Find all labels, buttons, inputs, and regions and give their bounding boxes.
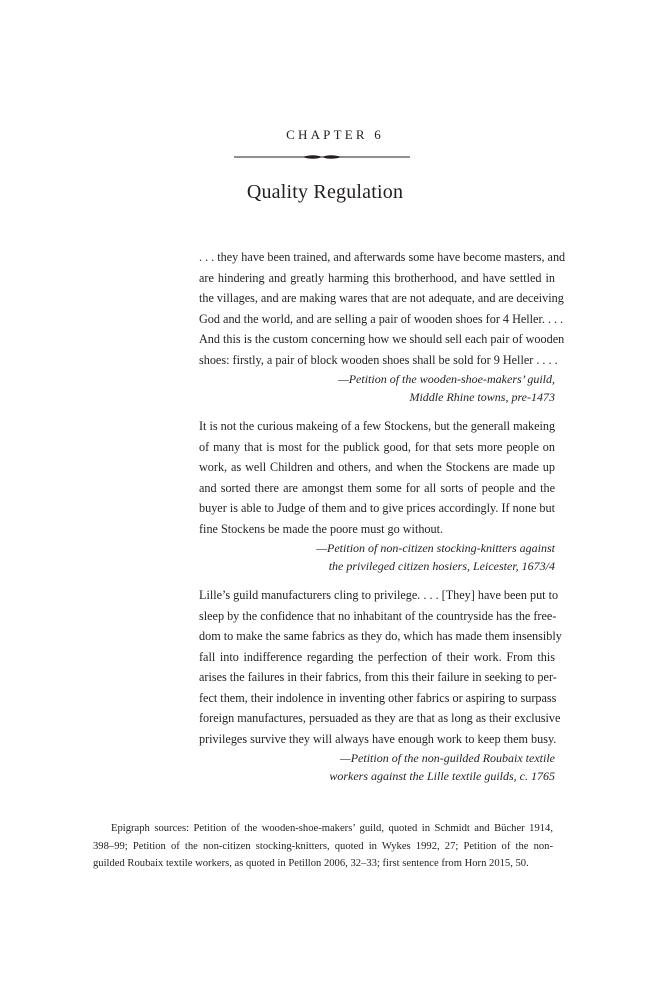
epigraph-line: of many that is most for the publick good, for that sets more people on [199, 439, 555, 454]
epigraph-line: fect them, their indolence in inventing other fabrics or aspiring to surpass [199, 690, 557, 705]
epigraph-line: God and the world, and are selling a pair of wooden shoes for 4 Heller. . . . [199, 311, 564, 326]
epigraph-line: fall into indifference regarding the perfection of their work. From this [199, 649, 555, 664]
epigraph-line: sleep by the confidence that no inhabitant of the countryside has the free- [199, 608, 557, 623]
epigraph-line: foreign manufactures, persuaded as they are that as long as their exclusive [199, 711, 561, 725]
epigraph-line: And this is the custom concerning how we should sell each pair of wooden [199, 332, 565, 346]
epigraph-attribution: Middle Rhine towns, pre-1473 [409, 390, 555, 404]
epigraph-stocking-knitters [199, 416, 555, 575]
epigraph-attribution: workers against the Lille textile guilds, c. 1765 [329, 769, 555, 783]
epigraph-line: are hindering and greatly harming this brotherhood, and have settled in [199, 270, 555, 285]
epigraph-line: . . . they have been trained, and afterwards some have become masters, and [199, 250, 566, 264]
epigraph-line: dom to make the same fabrics as they do, which has made them insensibly [199, 629, 562, 643]
epigraph-line: shoes: firstly, a pair of block wooden shoes shall be sold for 9 Heller . . . . [199, 352, 558, 367]
epigraph-line: the villages, and are making wares that are not adequate, and are deceiving [199, 291, 564, 305]
epigraph-line: buyer is able to Judge of them and to give prices accordingly. If none but [199, 501, 555, 515]
epigraph-line: fine Stockens be made the poore must go without. [199, 521, 444, 536]
epigraph-attribution: —Petition of the wooden-shoe-makers’ guild, [338, 372, 555, 386]
sources-line: guilded Roubaix textile workers, as quoted in Petillon 2006, 32–33; first sentence from Horn 2015, 50. [93, 858, 529, 869]
epigraph-sources-note [93, 820, 553, 873]
epigraph-attribution: —Petition of the non-guilded Roubaix textile [340, 751, 555, 765]
chapter-title: Quality Regulation [246, 181, 404, 203]
sources-line: Epigraph sources: Petition of the wooden-shoe-makers’ guild, quoted in Schmidt and Bücher 1914, [111, 823, 553, 834]
epigraph-line: and sorted there are amongst them some for all sorts of people and the [199, 480, 555, 495]
chapter-label: CHAPTER 6 [286, 127, 384, 142]
epigraph-line: privileges survive they will always have enough work to keep them busy. [199, 731, 557, 746]
epigraph-line: arises the failures in their fabrics, from this their failure in seeking to per- [199, 670, 557, 684]
epigraph-attribution: —Petition of non-citizen stocking-knitters against [316, 541, 555, 555]
sources-line: 398–99; Petition of the non-citizen stocking-knitters, quoted in Wykes 1992, 27; Petition of the non- [93, 840, 553, 852]
epigraph-line: Lille’s guild manufacturers cling to privilege. . . . [They] have been put to [199, 588, 559, 602]
ornamental-rule [234, 152, 410, 162]
epigraph-wooden-shoe-makers [199, 247, 566, 406]
epigraph-roubaix-textile-workers [199, 585, 562, 785]
epigraph-attribution: the privileged citizen hosiers, Leicester, 1673/4 [328, 559, 555, 573]
epigraph-line: It is not the curious makeing of a few Stockens, but the generall makeing [199, 419, 556, 433]
epigraph-line: work, as well Children and others, and when the Stockens are made up [199, 460, 555, 474]
